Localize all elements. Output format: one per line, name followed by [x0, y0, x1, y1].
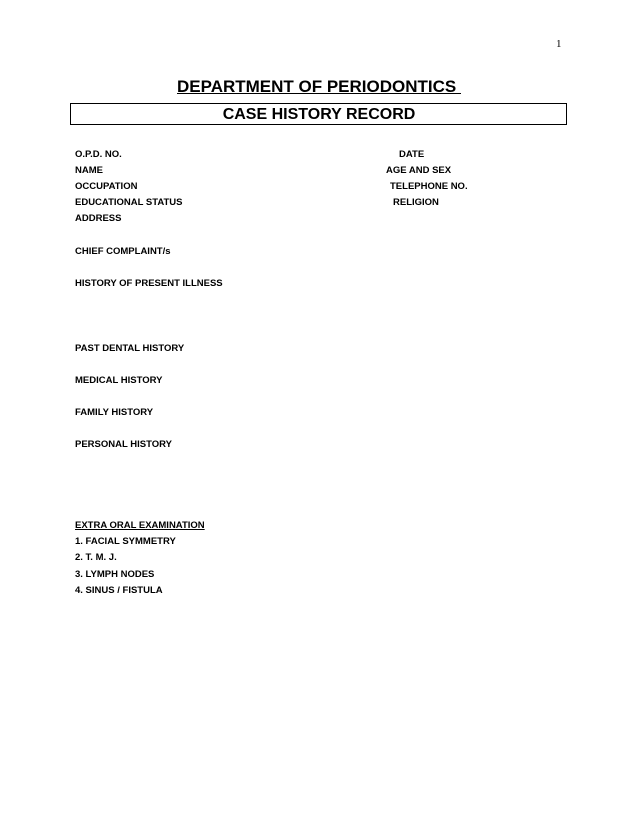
- name-label: NAME: [75, 165, 103, 176]
- chief-complaint-label: CHIEF COMPLAINT/s: [75, 246, 171, 257]
- occupation-label: OCCUPATION: [75, 181, 138, 192]
- age-sex-label: AGE AND SEX: [386, 165, 452, 176]
- past-dental-label: PAST DENTAL HISTORY: [75, 343, 185, 354]
- page-number: 1: [556, 38, 562, 50]
- extra-oral-item: 4. SINUS / FISTULA: [75, 585, 163, 596]
- personal-history-label: PERSONAL HISTORY: [75, 439, 172, 450]
- extra-oral-heading: EXTRA ORAL EXAMINATION: [75, 520, 205, 531]
- telephone-label: TELEPHONE NO.: [390, 181, 468, 192]
- extra-oral-item: 3. LYMPH NODES: [75, 569, 155, 580]
- family-history-label: FAMILY HISTORY: [75, 407, 154, 418]
- date-label: DATE: [399, 149, 425, 160]
- extra-oral-item: 2. T. M. J.: [75, 552, 117, 563]
- department-title: DEPARTMENT OF PERIODONTICS: [177, 77, 461, 96]
- opd-no-label: O.P.D. NO.: [75, 149, 122, 160]
- present-illness-label: HISTORY OF PRESENT ILLNESS: [75, 278, 223, 289]
- religion-label: RELIGION: [393, 197, 439, 208]
- medical-history-label: MEDICAL HISTORY: [75, 375, 163, 386]
- address-label: ADDRESS: [75, 213, 122, 224]
- record-title: CASE HISTORY RECORD: [222, 106, 416, 123]
- education-label: EDUCATIONAL STATUS: [75, 197, 183, 208]
- extra-oral-item: 1. FACIAL SYMMETRY: [75, 536, 176, 547]
